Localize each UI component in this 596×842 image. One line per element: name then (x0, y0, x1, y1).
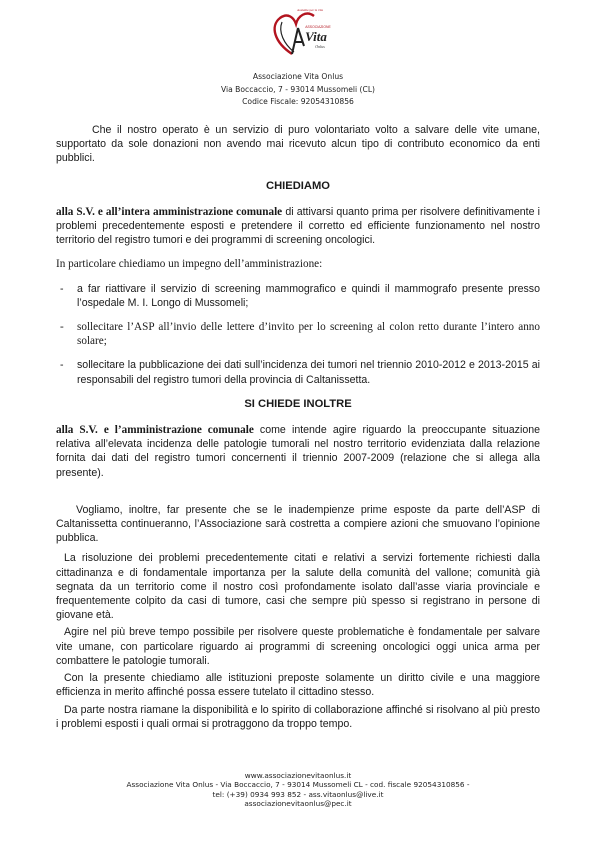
heading-si-chiede-inoltre: SI CHIEDE INOLTRE (244, 397, 352, 410)
paragraph-urgency: Agire nel più breve tempo possibile per risolvere queste problematiche è fondamentale per salvare vite umane, con particolare riguardo ai programmi di screening oncologici oggi unica arma per combattere le patologie tumorali. (56, 626, 540, 667)
logo-name: Vita (305, 29, 327, 44)
paragraph-intro: Che il nostro operato è un servizio di puro volontariato volto a salvare delle vite umane, supportato da sole donazioni non avendo mai ricevuto alcun tipo di contributo economico da enti pubblici. (56, 124, 540, 165)
list-item: - sollecitare la pubblicazione dei dati sull’incidenza dei tumori nel triennio 2010-2012 e 2013-2015 ai responsabili del registro tumori della provincia di Caltanissetta. (60, 359, 540, 386)
paragraph-institutions: Con la presente chiediamo alle istituzioni preposte solamente un diritto civile e una maggiore efficienza in merito affinché possa essere tutelato il cittadino stesso. (56, 672, 540, 699)
list-item-text: a far riattivare il servizio di screening mammografico e quindi il mammografo presente presso l’ospedale M. I. Longo di Mussomeli; (77, 282, 540, 309)
logo-tagline: Assieme per la vita (296, 8, 324, 12)
letter-footer (0, 771, 596, 809)
association-logo (262, 4, 336, 66)
letter-body (56, 123, 540, 731)
list-item: - sollecitare l’ASP all’invio delle lettere d’invito per lo screening al colon retto durante l’intero anno solare; (60, 321, 540, 348)
paragraph-warning: Vogliamo, inoltre, far presente che se le inadempienze prime esposte da parte dell’ASP di Caltanissetta continueranno, l’Associazione sarà costretta a compiere azioni che smuovano l’opinione pubblica. (56, 503, 540, 545)
footer-address: Associazione Vita Onlus - Via Boccaccio, 7 - 93014 Mussomeli CL - cod. fiscale 92054310856 - (126, 780, 470, 790)
org-name: Associazione Vita Onlus (252, 72, 344, 81)
footer-website: www.associazionevitaonlus.it (244, 771, 352, 780)
further-request-recipient: alla S.V. e l’amministrazione comunale (56, 424, 254, 437)
paragraph-resolution: La risoluzione dei problemi precedentemente citati e relativi a servizi fortemente richiesti dalla cittadinanza e di fondamentale importanza per la salute della comunità del vallone; comunità già segnata da un territorio come il nostro così profondamente isolato dall’asse viaria provinciale e frequentemente colpito da casi di tumore, casi che sempre più spesso si registrano in persone di giovane età. (56, 552, 540, 622)
request-list (56, 282, 540, 387)
letterhead (0, 71, 596, 109)
further-request-text: come intende agire riguardo la preoccupante situazione relativa all’elevata incidenza delle patologie tumorali nel nostro territorio evidenziata dalla relazione fornita dai dati del registro tumori concernenti il triennio 2007-2009 (relazione che si allega alla presente). (56, 424, 540, 479)
footer-contacts: tel: (+39) 0934 993 852 - ass.vitaonlus@live.it (212, 789, 384, 799)
list-item-text: sollecitare la pubblicazione dei dati sull’incidenza dei tumori nel triennio 2010-2012 e 2013-2015 ai responsabili del registro tumori della provincia di Caltanissetta. (77, 359, 540, 386)
request-text: di attivarsi quanto prima per risolvere definitivamente i problemi precedentemente esposti e pretendere il corretto ed efficiente funzionamento nel nostro territorio del registro tumori e dei programmi di screening oncologici. (56, 205, 541, 247)
request-recipient: alla S.V. e all’intera amministrazione comunale (56, 205, 283, 218)
org-fiscal-code: Codice Fiscale: 92054310856 (242, 97, 354, 106)
paragraph-commitment: In particolare chiediamo un impegno dell’amministrazione: (56, 258, 323, 271)
org-address: Via Boccaccio, 7 - 93014 Mussomeli (CL) (220, 84, 376, 94)
paragraph-request (56, 205, 540, 248)
list-item-text: sollecitare l’ASP all’invio delle lettere d’invito per lo screening al colon retto durante l’intero anno solare; (77, 321, 540, 348)
paragraph-availability: Da parte nostra riamane la disponibilità e lo spirito di collaborazione affinché si risolvano al più presto i problemi esposti i quali ormai si protraggono da troppo tempo. (56, 703, 540, 730)
heading-chiediamo: CHIEDIAMO (265, 179, 331, 192)
list-item: - a far riattivare il servizio di screening mammografico e quindi il mammografo presente presso l’ospedale M. I. Longo di Mussomeli; (60, 282, 540, 309)
footer-pec: associazionevitaonlus@pec.it (244, 799, 352, 809)
logo-sub: Onlus (315, 44, 325, 49)
paragraph-further-request (56, 423, 540, 480)
logo-label: ASSOCIAZIONE (305, 25, 331, 29)
